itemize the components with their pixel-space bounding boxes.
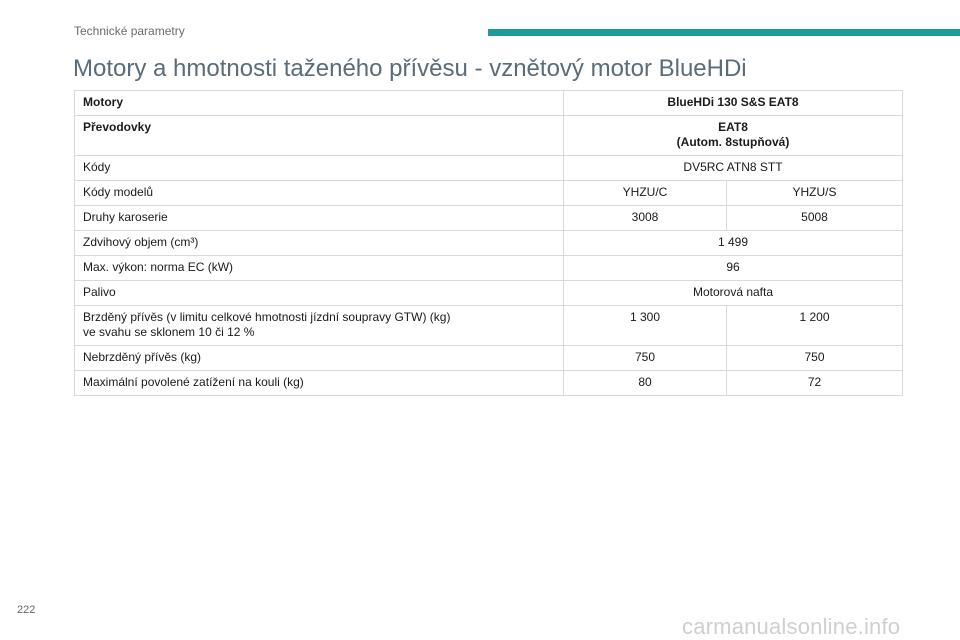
row-label-line: Brzděný přívěs (v limitu celkové hmotnosti jízdní soupravy GTW) (kg) <box>83 310 451 324</box>
row-label <box>75 306 564 346</box>
row-value: BlueHDi 130 S&S EAT8 <box>564 91 903 116</box>
row-value-a: 750 <box>564 346 727 371</box>
page-title: Motory a hmotnosti taženého přívěsu - vznětový motor BlueHDi <box>73 55 747 82</box>
row-label: Nebrzděný přívěs (kg) <box>75 346 564 371</box>
row-label: Motory <box>75 91 564 116</box>
watermark: carmanualsonline.info <box>682 614 901 639</box>
row-label: Kódy <box>75 156 564 181</box>
table-row-unbraked-trailer <box>75 346 903 371</box>
table-row-braked-trailer <box>75 306 903 346</box>
table-row-gearboxes <box>75 116 903 156</box>
row-label: Palivo <box>75 281 564 306</box>
engine-spec-table <box>74 90 903 396</box>
table-row-engines <box>75 91 903 116</box>
table-row-codes <box>75 156 903 181</box>
row-value-b: YHZU/S <box>727 181 903 206</box>
row-value-a: 3008 <box>564 206 727 231</box>
table-row-fuel <box>75 281 903 306</box>
table-row-max-power <box>75 256 903 281</box>
row-value-b: 750 <box>727 346 903 371</box>
row-label: Max. výkon: norma EC (kW) <box>75 256 564 281</box>
row-label: Maximální povolené zatížení na kouli (kg) <box>75 371 564 396</box>
row-value-a: YHZU/C <box>564 181 727 206</box>
row-value-line: (Autom. 8stupňová) <box>676 135 790 149</box>
page-number: 222 <box>17 604 36 616</box>
row-value-a: 1 300 <box>564 306 727 346</box>
table-row-model-codes <box>75 181 903 206</box>
row-label-line: ve svahu se sklonem 10 či 12 % <box>83 325 255 339</box>
table-row-body-types <box>75 206 903 231</box>
row-value-line: EAT8 <box>718 120 748 134</box>
table-row-displacement <box>75 231 903 256</box>
row-value-b: 1 200 <box>727 306 903 346</box>
row-label: Zdvihový objem (cm³) <box>75 231 564 256</box>
row-value-b: 5008 <box>727 206 903 231</box>
row-value: DV5RC ATN8 STT <box>564 156 903 181</box>
row-value: Motorová nafta <box>564 281 903 306</box>
header-accent-bar <box>488 29 960 36</box>
row-value: 1 499 <box>564 231 903 256</box>
row-label: Převodovky <box>75 116 564 156</box>
row-value-a: 80 <box>564 371 727 396</box>
row-label: Druhy karoserie <box>75 206 564 231</box>
row-value: 96 <box>564 256 903 281</box>
row-value <box>564 116 903 156</box>
row-label: Kódy modelů <box>75 181 564 206</box>
table-row-towball-load <box>75 371 903 396</box>
row-value-b: 72 <box>727 371 903 396</box>
section-label: Technické parametry <box>74 24 185 38</box>
